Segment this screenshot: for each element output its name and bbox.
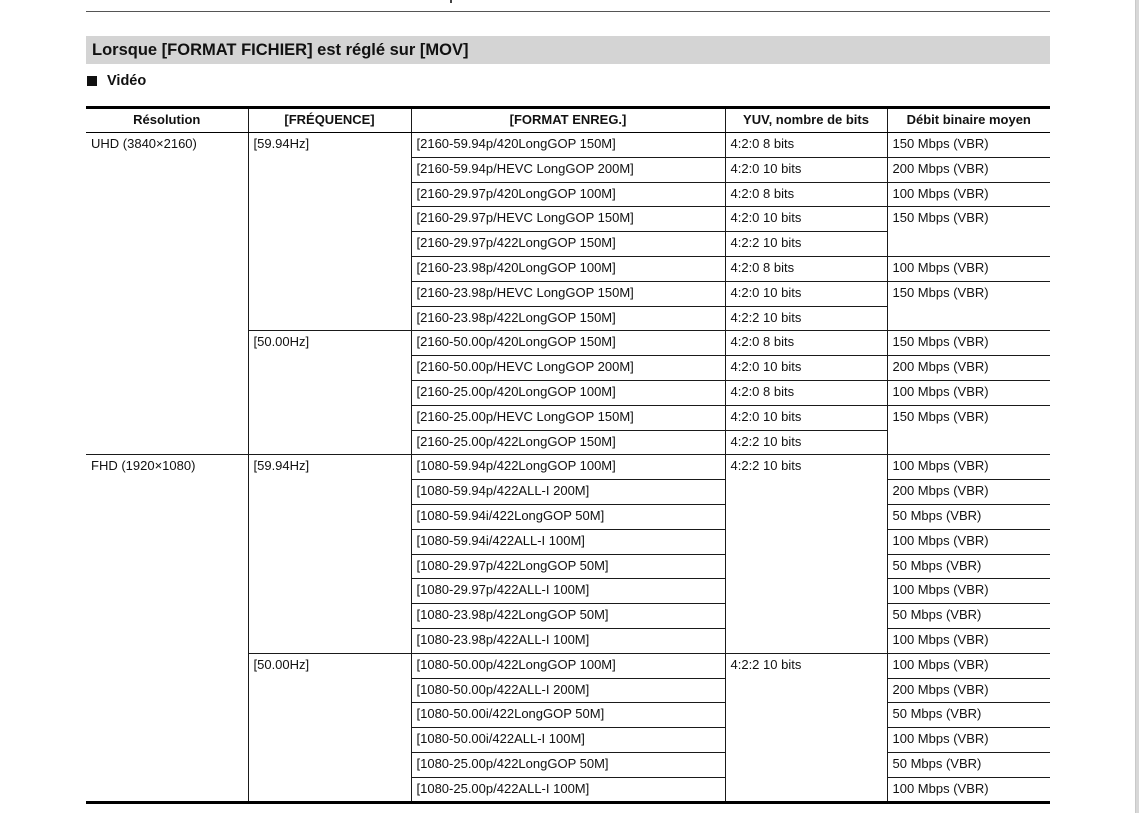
- cell-resolution: UHD (3840×2160): [86, 133, 248, 455]
- cell-bitrate: 100 Mbps (VBR): [887, 728, 1050, 753]
- cell-format: [2160-23.98p/422LongGOP 150M]: [411, 306, 725, 331]
- cell-format: [2160-23.98p/420LongGOP 100M]: [411, 256, 725, 281]
- cell-bitrate: 100 Mbps (VBR): [887, 653, 1050, 678]
- cell-format: [2160-29.97p/420LongGOP 100M]: [411, 182, 725, 207]
- cell-bitrate: 150 Mbps (VBR): [887, 405, 1050, 455]
- cell-bitrate: 150 Mbps (VBR): [887, 207, 1050, 257]
- header-bitrate: Débit binaire moyen: [887, 108, 1050, 133]
- cell-bitrate: 100 Mbps (VBR): [887, 777, 1050, 802]
- cell-bitrate: 50 Mbps (VBR): [887, 703, 1050, 728]
- cell-yuv-bits: 4:2:0 8 bits: [725, 182, 887, 207]
- page-top-mark: [450, 0, 452, 3]
- cell-format: [1080-29.97p/422ALL-I 100M]: [411, 579, 725, 604]
- cell-format: [2160-50.00p/420LongGOP 150M]: [411, 331, 725, 356]
- cell-frequency: [59.94Hz]: [248, 133, 411, 331]
- cell-format: [1080-59.94i/422ALL-I 100M]: [411, 529, 725, 554]
- subheading: [87, 71, 146, 91]
- cell-yuv-bits: 4:2:0 8 bits: [725, 380, 887, 405]
- cell-format: [1080-59.94p/422ALL-I 200M]: [411, 480, 725, 505]
- cell-yuv-bits: 4:2:2 10 bits: [725, 430, 887, 455]
- table-row: [86, 133, 1050, 158]
- cell-format: [1080-50.00i/422ALL-I 100M]: [411, 728, 725, 753]
- cell-format: [1080-50.00p/422LongGOP 100M]: [411, 653, 725, 678]
- cell-bitrate: 200 Mbps (VBR): [887, 157, 1050, 182]
- cell-resolution: FHD (1920×1080): [86, 455, 248, 802]
- cell-format: [1080-50.00p/422ALL-I 200M]: [411, 678, 725, 703]
- cell-format: [1080-25.00p/422LongGOP 50M]: [411, 752, 725, 777]
- cell-bitrate: 100 Mbps (VBR): [887, 182, 1050, 207]
- cell-frequency: [50.00Hz]: [248, 653, 411, 802]
- cell-format: [2160-59.94p/420LongGOP 150M]: [411, 133, 725, 158]
- header-frequency: [FRÉQUENCE]: [248, 108, 411, 133]
- cell-format: [1080-23.98p/422ALL-I 100M]: [411, 628, 725, 653]
- cell-yuv-bits: 4:2:0 10 bits: [725, 281, 887, 306]
- cell-yuv-bits: 4:2:0 8 bits: [725, 133, 887, 158]
- cell-bitrate: 50 Mbps (VBR): [887, 554, 1050, 579]
- cell-format: [2160-23.98p/HEVC LongGOP 150M]: [411, 281, 725, 306]
- cell-format: [2160-25.00p/HEVC LongGOP 150M]: [411, 405, 725, 430]
- cell-bitrate: 200 Mbps (VBR): [887, 356, 1050, 381]
- cell-bitrate: 100 Mbps (VBR): [887, 628, 1050, 653]
- cell-format: [2160-25.00p/422LongGOP 150M]: [411, 430, 725, 455]
- video-format-table: [86, 106, 1050, 804]
- cell-frequency: [59.94Hz]: [248, 455, 411, 653]
- cell-bitrate: 150 Mbps (VBR): [887, 331, 1050, 356]
- cell-bitrate: 100 Mbps (VBR): [887, 380, 1050, 405]
- cell-bitrate: 50 Mbps (VBR): [887, 604, 1050, 629]
- cell-format: [1080-59.94i/422LongGOP 50M]: [411, 504, 725, 529]
- cell-format: [1080-23.98p/422LongGOP 50M]: [411, 604, 725, 629]
- cell-format: [2160-59.94p/HEVC LongGOP 200M]: [411, 157, 725, 182]
- cell-bitrate: 100 Mbps (VBR): [887, 256, 1050, 281]
- cell-bitrate: 200 Mbps (VBR): [887, 678, 1050, 703]
- cell-bitrate: 100 Mbps (VBR): [887, 579, 1050, 604]
- cell-format: [1080-25.00p/422ALL-I 100M]: [411, 777, 725, 802]
- cell-yuv-bits: 4:2:0 10 bits: [725, 356, 887, 381]
- cell-bitrate: 50 Mbps (VBR): [887, 752, 1050, 777]
- cell-bitrate: 150 Mbps (VBR): [887, 281, 1050, 331]
- cell-yuv-bits: 4:2:2 10 bits: [725, 232, 887, 257]
- header-yuv-bits: YUV, nombre de bits: [725, 108, 887, 133]
- cell-format: [2160-50.00p/HEVC LongGOP 200M]: [411, 356, 725, 381]
- cell-bitrate: 150 Mbps (VBR): [887, 133, 1050, 158]
- cell-yuv-bits: 4:2:2 10 bits: [725, 455, 887, 653]
- cell-yuv-bits: 4:2:0 10 bits: [725, 157, 887, 182]
- cell-frequency: [50.00Hz]: [248, 331, 411, 455]
- section-title: Lorsque [FORMAT FICHIER] est réglé sur [MOV]: [86, 36, 1050, 64]
- cell-bitrate: 100 Mbps (VBR): [887, 455, 1050, 480]
- cell-format: [1080-59.94p/422LongGOP 100M]: [411, 455, 725, 480]
- cell-format: [1080-50.00i/422LongGOP 50M]: [411, 703, 725, 728]
- page-top-rule: [86, 11, 1050, 12]
- cell-yuv-bits: 4:2:0 8 bits: [725, 256, 887, 281]
- table-row: [86, 455, 1050, 480]
- table-header-row: [86, 108, 1050, 133]
- cell-yuv-bits: 4:2:0 10 bits: [725, 207, 887, 232]
- cell-format: [2160-29.97p/HEVC LongGOP 150M]: [411, 207, 725, 232]
- cell-format: [2160-25.00p/420LongGOP 100M]: [411, 380, 725, 405]
- cell-bitrate: 200 Mbps (VBR): [887, 480, 1050, 505]
- cell-format: [1080-29.97p/422LongGOP 50M]: [411, 554, 725, 579]
- cell-format: [2160-29.97p/422LongGOP 150M]: [411, 232, 725, 257]
- square-bullet-icon: [87, 76, 97, 86]
- cell-yuv-bits: 4:2:2 10 bits: [725, 306, 887, 331]
- cell-bitrate: 100 Mbps (VBR): [887, 529, 1050, 554]
- cell-yuv-bits: 4:2:0 8 bits: [725, 331, 887, 356]
- cell-yuv-bits: 4:2:0 10 bits: [725, 405, 887, 430]
- cell-yuv-bits: 4:2:2 10 bits: [725, 653, 887, 802]
- subheading-text: Vidéo: [107, 73, 147, 89]
- header-resolution: Résolution: [86, 108, 248, 133]
- table-body: [86, 133, 1050, 803]
- cell-bitrate: 50 Mbps (VBR): [887, 504, 1050, 529]
- header-format: [FORMAT ENREG.]: [411, 108, 725, 133]
